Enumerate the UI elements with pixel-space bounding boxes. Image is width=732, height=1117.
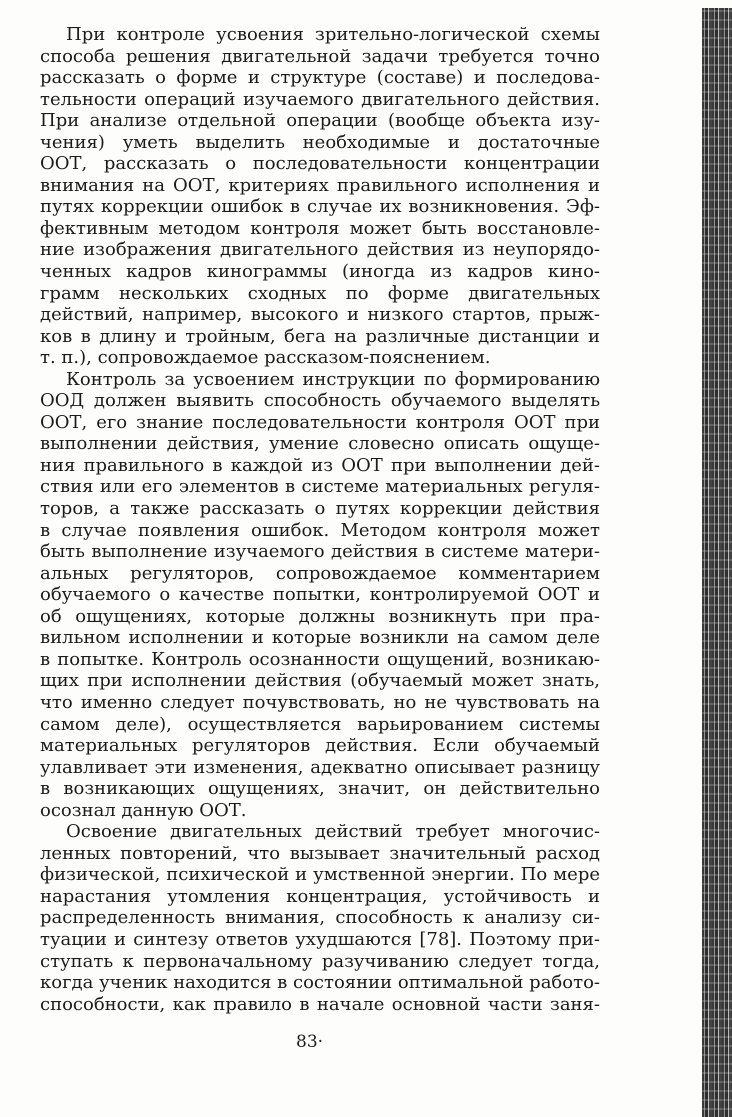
- text-line: что именно следует почувствовать, но не чувствовать на: [40, 691, 600, 713]
- text-line: туации и синтезу ответов ухудшаются [78]. Поэтому при-: [40, 928, 600, 950]
- text-line: альных регуляторов, сопровождаемое комментарием: [40, 562, 600, 584]
- text-line: в случае появления ошибок. Методом контроля может: [40, 519, 600, 541]
- text-line: когда ученик находится в состоянии оптимальной работо-: [40, 972, 600, 994]
- text-line: ООД должен выявить способность обучаемого выделять: [40, 390, 600, 412]
- text-line: в возникающих ощущениях, значит, он действительно: [40, 778, 600, 800]
- text-line: путях коррекции ошибок в случае их возникновения. Эф-: [40, 196, 600, 218]
- book-binding-edge: [702, 8, 732, 1117]
- text-line: способности, как правило в начале основной части заня-: [40, 993, 600, 1015]
- text-line: вильном исполнении и которые возникли на самом деле: [40, 627, 600, 649]
- text-line: осознал данную ООТ.: [40, 799, 247, 821]
- text-line: ООТ, его знание последовательности контроля ООТ при: [40, 411, 600, 433]
- text-line: материальных регуляторов действия. Если обучаемый: [40, 735, 600, 757]
- text-line: улавливает эти изменения, адекватно описывает разницу: [40, 756, 600, 778]
- text-line: выполнении действия, умение словесно описать ощуще-: [40, 433, 600, 455]
- text-line: ния правильного в каждой из ООТ при выполнении дей-: [40, 454, 600, 476]
- text-line: ченных кадров кинограммы (иногда из кадров кино-: [40, 261, 600, 283]
- text-line: При контроле усвоения зрительно-логической схемы: [66, 24, 600, 45]
- text-line: ков в длину и тройным, бега на различные дистанции и: [40, 325, 600, 347]
- text-line: действий, например, высокого и низкого стартов, прыж-: [40, 304, 600, 326]
- text-line: Освоение двигательных действий требует многочис-: [66, 821, 600, 843]
- text-line: т. п.), сопровождаемое рассказом-пояснением.: [40, 347, 491, 369]
- body-text: [40, 24, 600, 1015]
- text-line: тельности операций изучаемого двигательного действия.: [40, 88, 600, 110]
- text-line: ленных повторений, что вызывает значительный расход: [40, 842, 600, 864]
- text-line: ствия или его элементов в системе материальных регуля-: [40, 476, 600, 498]
- text-line: нарастания утомления концентрация, устойчивость и: [40, 885, 600, 907]
- page-number: 83·: [296, 1032, 324, 1052]
- text-line: об ощущениях, которые должны возникнуть при пра-: [40, 605, 600, 627]
- text-line: распределенность внимания, способность к анализу си-: [40, 907, 600, 929]
- text-line: ние изображения двигательного действия из неупорядо-: [40, 239, 600, 261]
- text-line: физической, психической и умственной энергии. По мере: [40, 864, 600, 886]
- text-line: ступать к первоначальному разучиванию следует тогда,: [40, 950, 600, 972]
- paragraph-3: [40, 821, 600, 1015]
- text-line: обучаемого о качестве попытки, контролируемой ООТ и: [40, 584, 600, 606]
- text-line: торов, а также рассказать о путях коррекции действия: [40, 498, 600, 520]
- text-line: внимания на ООТ, критериях правильного исполнения и: [40, 174, 600, 196]
- text-line: самом деле), осуществляется варьированием системы: [40, 713, 600, 735]
- text-line: ООТ, рассказать о последовательности концентрации: [40, 153, 600, 175]
- text-line: щих при исполнении действия (обучаемый может знать,: [40, 670, 600, 692]
- text-line: быть выполнение изучаемого действия в системе матери-: [40, 541, 600, 563]
- text-line: чения) уметь выделить необходимые и достаточные: [40, 131, 600, 153]
- text-line: фективным методом контроля может быть восстановле-: [40, 217, 600, 239]
- paragraph-1: [40, 24, 600, 369]
- paragraph-2: [40, 369, 600, 821]
- text-line: рассказать о форме и структуре (составе) и последова-: [40, 67, 600, 89]
- text-line: При анализе отдельной операции (вообще объекта изу-: [40, 110, 600, 132]
- text-line: грамм нескольких сходных по форме двигательных: [40, 282, 600, 304]
- text-line: Контроль за усвоением инструкции по формированию: [66, 368, 600, 390]
- text-line: в попытке. Контроль осознанности ощущений, возникаю-: [40, 648, 600, 670]
- text-line: способа решения двигательной задачи требуется точно: [40, 45, 600, 67]
